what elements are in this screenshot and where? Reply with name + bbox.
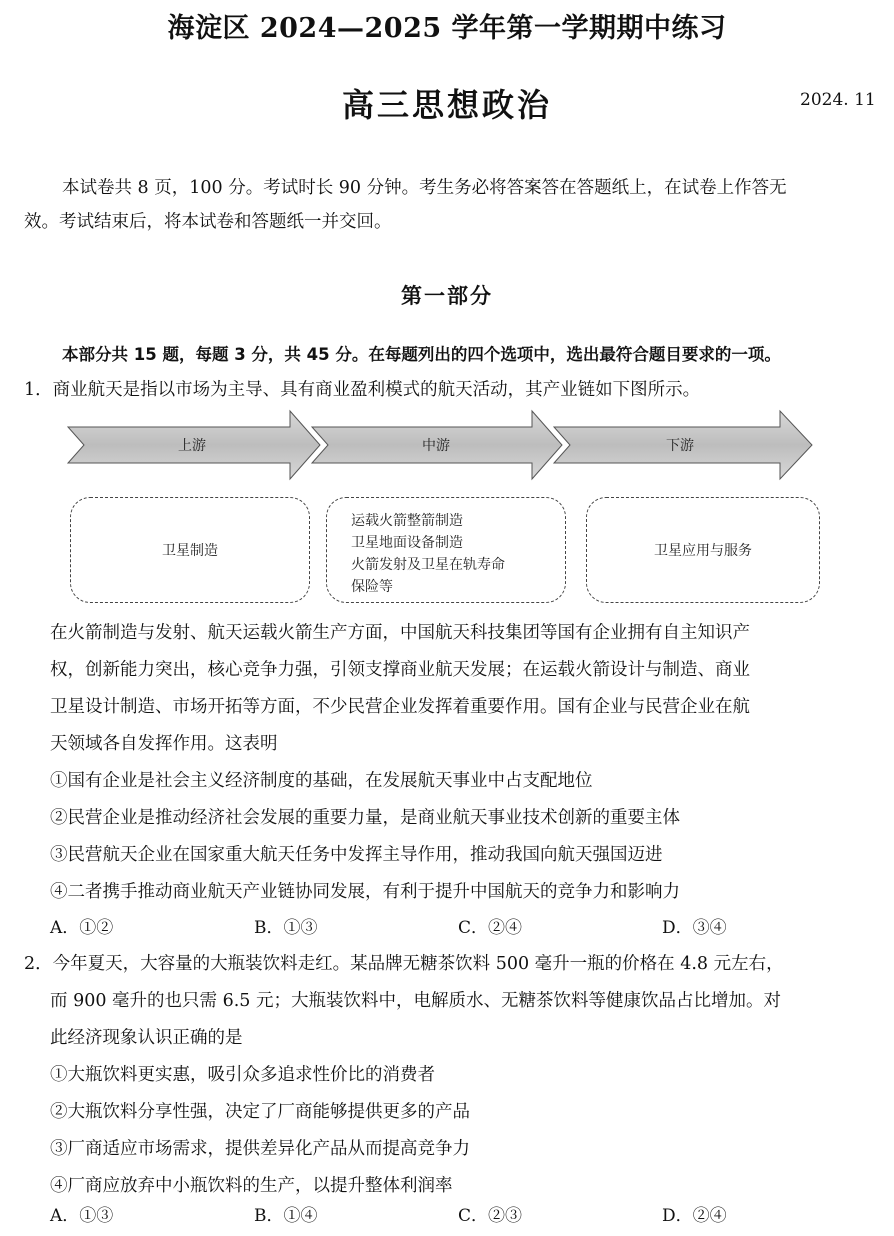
q1-text-line: 在火箭制造与发射、航天运载火箭生产方面，中国航天科技集团等国有企业拥有自主知识产: [50, 623, 750, 643]
q1-item: ④二者携手推动商业航天产业链协同发展，有利于提升中国航天的竞争力和影响力: [50, 882, 680, 902]
chain-arrows: [60, 405, 820, 485]
midstream-item: 火箭发射及卫星在轨寿命: [351, 557, 505, 573]
q2-option-b: B．①④: [254, 1206, 318, 1226]
q1-option-d: D．③④: [662, 918, 727, 938]
midstream-label: 中游: [422, 438, 450, 454]
instructions-line-1: 本试卷共 8 页，100 分。考试时长 90 分钟。考生务必将答案答在答题纸上，在试卷上作答无: [62, 178, 787, 198]
midstream-item: 保险等: [351, 579, 393, 595]
q1-text-line: 卫星设计制造、市场开拓等方面，不少民营企业发挥着重要作用。国有企业与民营企业在航: [50, 697, 750, 717]
q2-stem-line: 而 900 毫升的也只需 6.5 元；大瓶装饮料中，电解质水、无糖茶饮料等健康饮品占比增加。对: [50, 991, 781, 1011]
downstream-content: 卫星应用与服务: [654, 543, 752, 559]
subject-title: 高三思想政治: [341, 86, 552, 124]
q2-option-d: D．②④: [662, 1206, 727, 1226]
section-title: 第一部分: [401, 283, 493, 308]
midstream-box: [326, 497, 566, 603]
q2-stem-line: 2．今年夏天，大容量的大瓶装饮料走红。某品牌无糖茶饮料 500 毫升一瓶的价格在 4.8 元左右，: [24, 954, 784, 974]
exam-title: 海淀区 2024—2025 学年第一学期期中练习: [167, 13, 727, 44]
q1-text-line: 权，创新能力突出，核心竞争力强，引领支撑商业航天发展；在运载火箭设计与制造、商业: [50, 660, 750, 680]
upstream-box: [70, 497, 310, 603]
q1-option-b: B．①③: [254, 918, 318, 938]
q2-option-a: A．①③: [50, 1206, 114, 1226]
downstream-box: [586, 497, 820, 603]
upstream-label: 上游: [178, 438, 206, 454]
exam-date: 2024. 11: [800, 90, 876, 110]
q1-item: ②民营企业是推动经济社会发展的重要力量，是商业航天事业技术创新的重要主体: [50, 808, 680, 828]
instructions-line-2: 效。考试结束后，将本试卷和答题纸一并交回。: [24, 212, 392, 232]
q1-text-line: 天领域各自发挥作用。这表明: [50, 734, 278, 754]
q1-option-c: C．②④: [458, 918, 523, 938]
industry-chain-diagram: [60, 405, 820, 615]
q2-item: ①大瓶饮料更实惠，吸引众多追求性价比的消费者: [50, 1065, 435, 1085]
downstream-label: 下游: [666, 438, 694, 454]
upstream-content: 卫星制造: [162, 543, 218, 559]
q1-item: ①国有企业是社会主义经济制度的基础，在发展航天事业中占支配地位: [50, 771, 593, 791]
q1-stem: 1．商业航天是指以市场为主导、具有商业盈利模式的航天活动，其产业链如下图所示。: [24, 380, 701, 400]
midstream-item: 卫星地面设备制造: [351, 535, 463, 551]
q2-item: ④厂商应放弃中小瓶饮料的生产，以提升整体利润率: [50, 1176, 453, 1196]
midstream-item: 运载火箭整箭制造: [351, 513, 463, 529]
q2-option-c: C．②③: [458, 1206, 523, 1226]
q2-item: ②大瓶饮料分享性强，决定了厂商能够提供更多的产品: [50, 1102, 470, 1122]
q1-item: ③民营航天企业在国家重大航天任务中发挥主导作用，推动我国向航天强国迈进: [50, 845, 663, 865]
q2-stem-line: 此经济现象认识正确的是: [50, 1028, 243, 1048]
q1-option-a: A．①②: [50, 918, 114, 938]
section-note: 本部分共 15 题，每题 3 分，共 45 分。在每题列出的四个选项中，选出最符合题目要求的一项。: [62, 345, 781, 364]
q2-item: ③厂商适应市场需求，提供差异化产品从而提高竞争力: [50, 1139, 470, 1159]
